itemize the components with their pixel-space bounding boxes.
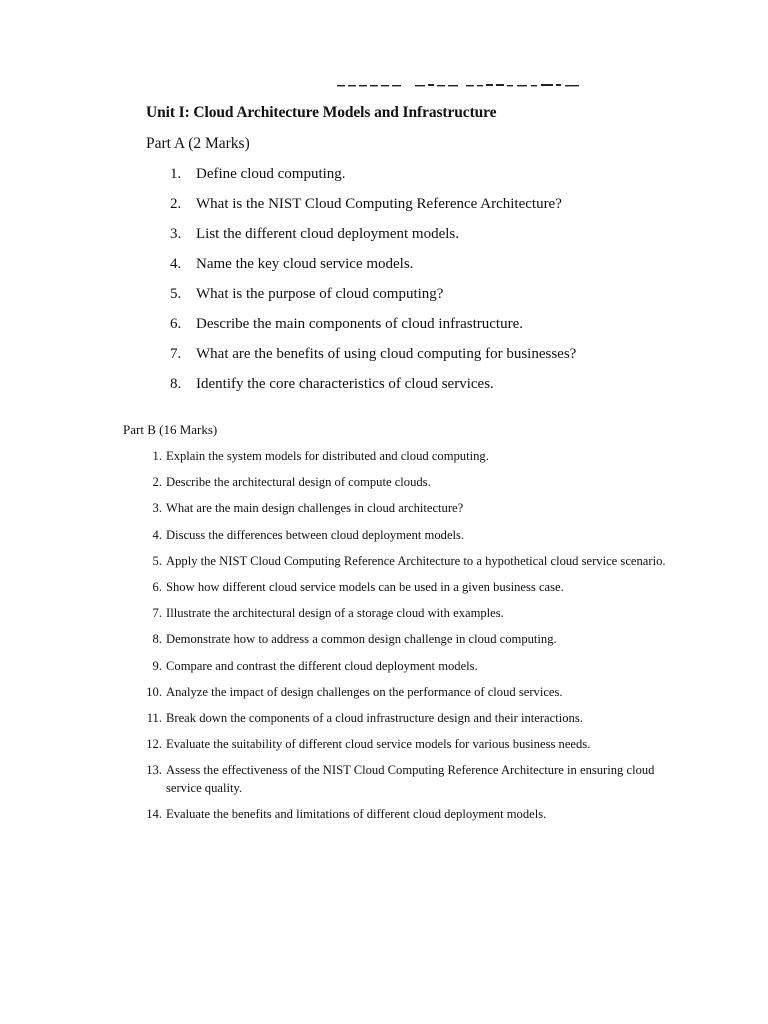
question-number: 5. <box>170 286 182 302</box>
question-number: 14. <box>146 806 162 821</box>
question-text: Identify the core characteristics of cloud services. <box>196 376 494 392</box>
question-number: 1. <box>170 166 182 182</box>
question-text: Show how different cloud service models can be used in a given business case. <box>166 579 564 594</box>
question-number: 7. <box>152 606 162 621</box>
part-b-question <box>0 553 768 571</box>
part-a-question-list <box>0 164 768 404</box>
question-number: 7. <box>170 346 182 362</box>
question-number: 9. <box>152 658 162 673</box>
question-text: Evaluate the suitability of different cloud service models for various business needs. <box>166 737 591 752</box>
question-number: 3. <box>152 501 162 516</box>
part-b-question-list <box>0 448 768 832</box>
part-b-question <box>0 527 768 545</box>
question-number: 10. <box>146 684 162 699</box>
part-a-question <box>0 224 768 254</box>
question-text: Define cloud computing. <box>196 166 346 182</box>
question-number: 13. <box>146 763 162 778</box>
question-text: Assess the effectiveness of the NIST Cloud Computing Reference Architecture in ensuring cloud service quality. <box>166 763 655 795</box>
question-number: 4. <box>170 256 182 272</box>
part-b-question <box>0 658 768 676</box>
question-number: 6. <box>170 316 182 332</box>
part-b-question <box>0 806 768 824</box>
part-b-question <box>0 736 768 754</box>
part-b-question <box>0 710 768 728</box>
question-number: 11. <box>146 710 162 725</box>
question-number: 6. <box>152 579 162 594</box>
question-number: 3. <box>170 226 182 242</box>
question-text: What are the main design challenges in cloud architecture? <box>166 501 464 516</box>
unit-title: Unit I: Cloud Architecture Models and Infrastructure <box>146 104 497 121</box>
part-a-question <box>0 314 768 344</box>
part-b-question <box>0 605 768 623</box>
part-a-question <box>0 194 768 224</box>
question-text: Name the key cloud service models. <box>196 256 414 272</box>
question-text: What are the benefits of using cloud computing for businesses? <box>196 346 577 362</box>
part-a-question <box>0 254 768 284</box>
question-text: Explain the system models for distributed and cloud computing. <box>166 449 489 463</box>
question-number: 12. <box>146 737 162 752</box>
question-text: Illustrate the architectural design of a storage cloud with examples. <box>166 606 504 621</box>
part-a-question <box>0 164 768 194</box>
question-number: 8. <box>152 632 162 647</box>
question-number: 2. <box>152 475 162 490</box>
part-b-question <box>0 631 768 649</box>
part-a-question <box>0 344 768 374</box>
part-b-heading: Part B (16 Marks) <box>123 422 218 437</box>
question-number: 4. <box>152 527 162 542</box>
part-b-question <box>0 500 768 518</box>
question-text: Demonstrate how to address a common design challenge in cloud computing. <box>166 632 557 647</box>
part-a-heading: Part A (2 Marks) <box>146 135 250 152</box>
question-text: Analyze the impact of design challenges on the performance of cloud services. <box>166 684 563 699</box>
question-number: 2. <box>170 196 182 212</box>
question-text: List the different cloud deployment models. <box>196 226 459 242</box>
question-text: Describe the main components of cloud infrastructure. <box>196 316 523 332</box>
question-text: Break down the components of a cloud infrastructure design and their interactions. <box>166 710 583 725</box>
part-b-question <box>0 579 768 597</box>
part-a-question <box>0 284 768 314</box>
question-number: 1. <box>152 449 162 463</box>
part-b-question <box>0 474 768 492</box>
question-text: Evaluate the benefits and limitations of different cloud deployment models. <box>166 806 547 821</box>
part-b-question <box>0 684 768 702</box>
question-number: 5. <box>152 553 162 568</box>
question-text: What is the purpose of cloud computing? <box>196 286 444 302</box>
part-b-question <box>0 762 768 797</box>
question-number: 8. <box>170 376 182 392</box>
question-text: Compare and contrast the different cloud deployment models. <box>166 658 478 673</box>
part-a-question <box>0 374 768 404</box>
cropped-header-text <box>337 76 581 88</box>
question-text: Describe the architectural design of compute clouds. <box>166 475 431 490</box>
part-b-question <box>0 448 768 466</box>
question-text: What is the NIST Cloud Computing Reference Architecture? <box>196 196 562 212</box>
question-text: Apply the NIST Cloud Computing Reference Architecture to a hypothetical cloud service scenario. <box>166 553 666 568</box>
question-text: Discuss the differences between cloud deployment models. <box>166 527 465 542</box>
